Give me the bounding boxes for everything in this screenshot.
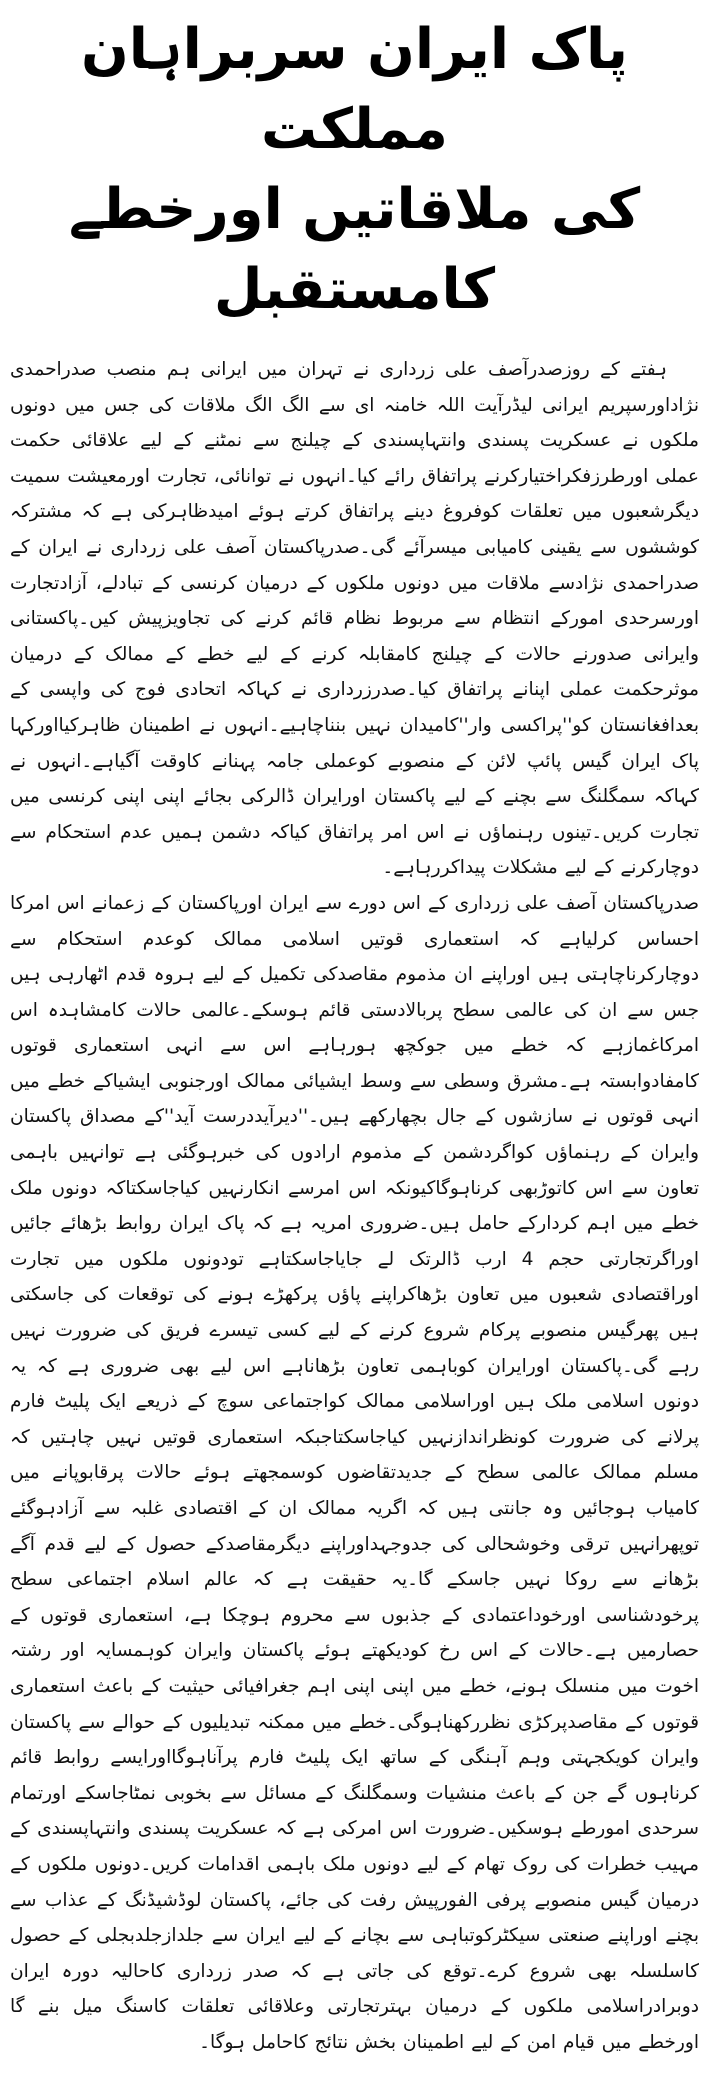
article-paragraph-2: صدرپاکستان آصف علی زرداری کے اس دورے سے ایران اورپاکستان کے زعمانے اس امرکا احساس کرلیاہے کہ استعماری قوتیں اسلامی ممالک کوعدم استحکام سے دوچارکرناچاہتی ہیں اوراپنے ان مذموم مقاصدکی تکمیل کے لیے ہروہ قدم اٹھارہی ہیں جس سے ان کی عالمی سطح پربالادستی قائم ہوسکے۔عالمی حالات کامشاہدہ اس امرکاغمازہے کہ خطے میں جوکچھ ہورہاہے اس سے انہی استعماری قوتوں کامفادوابستہ ہے۔مشرق وسطی سے وسط ایشیائی ممالک اورجنوبی ایشیاکے خطے میں انہی قوتوں نے سازشوں کے جال بچھارکھے ہیں۔''دیرآیددرست آید''کے مصداق پاکستان وایران کے رہنماؤں کواگردشمن کے مذموم ارادوں کی خبرہوگئی ہے توانہیں باہمی تعاون سے اس کاتوڑبھی کرناہوگاکیونکہ اس امرسے انکارنہیں کیاجاسکتاکہ دونوں ملک خطے میں اہم کردارکے حامل ہیں۔ضروری امریہ ہے کہ پاک ایران روابط بڑھائے جائیں اوراگرتجارتی حجم 4 ارب ڈالرتک لے جایاجاسکتاہے تودونوں ملکوں میں تجارت اوراقتصادی شعبوں میں تعاون بڑھاکراپنے پاؤں پرکھڑے ہونے کی توقعات کی جاسکتی ہیں پھرگیس منصوبے پرکام شروع کرنے کے لیے کسی تیسرے فریق کی ضرورت نہیں رہے گی۔پاکستان اورایران کوباہمی تعاون بڑھاناہے اس لیے بھی ضروری ہے کہ یہ دونوں اسلامی ملک ہیں اوراسلامی ممالک کواجتماعی سوچ کے ذریعے ایک پلیٹ فارم پرلانے کی ضرورت کونظراندازنہیں کیاجاسکتاجبکہ استعماری قوتیں نہیں چاہتیں کہ مسلم ممالک عالمی سطح کے جدیدتقاضوں کوسمجھتے ہوئے حالات پرقابوپانے میں کامیاب ہوجائیں وہ جانتی ہیں کہ اگریہ ممالک ان کے اقتصادی غلبہ سے آزادہوگئے توپھرانہیں ترقی وخوشحالی کی جدوجہداوراپنے دیگرمقاصدکے حصول کے لیے قدم آگے بڑھانے سے روکا نہیں جاسکے گا۔یہ حقیقت ہے کہ عالم اسلام اجتماعی سطح پرخودشناسی اورخوداعتمادی کے جذبوں سے محروم ہوچکا ہے، استعماری قوتوں کے حصارمیں ہے۔حالات کے اس رخ کودیکھتے ہوئے پاکستان وایران کوہمسایہ اور رشتہ اخوت میں منسلک ہونے، خطے میں اپنی اپنی اہم جغرافیائی حیثیت کے باعث استعماری قوتوں کے مقاصدپرکڑی نظررکھناہوگی۔خطے میں ممکنہ تبدیلیوں کے حوالے سے پاکستان وایران کویکجہتی وہم آہنگی کے ساتھ ایک پلیٹ فارم پرآناہوگااورایسے روابط قائم کرناہوں گے جن کے باعث منشیات وسمگلنگ کے مسائل سے بخوبی نمٹاجاسکے اورتمام سرحدی امورطے ہوسکیں۔ضرورت اس امرکی ہے کہ عسکریت پسندی وانتہاپسندی کے مہیب خطرات کی روک تھام کے لیے دونوں ملک باہمی اقدامات کریں۔دونوں ملکوں کے درمیان گیس منصوبے پرفی الفورپیش رفت کی جائے، پاکستان لوڈشیڈنگ کے عذاب سے بچنے اوراپنے صنعتی سیکٹرکوتباہی سے بچانے کے لیے ایران سے جلدازجلدبجلی کے حصول کاسلسلہ بھی شروع کرے۔توقع کی جاتی ہے کہ صدر زرداری کاحالیہ دورہ ایران دوبرادراسلامی ملکوں کے درمیان بہترتجارتی وعلاقائی تعلقات کاسنگ میل بنے گا اورخطے میں قیام امن کے لیے اطمینان بخش نتائج کاحامل ہوگا۔ [10,892,699,2053]
article-body [10,352,699,2061]
article-paragraph-1: ہفتے کے روزصدرآصف علی زرداری نے تہران میں ایرانی ہم منصب صدراحمدی نژاداورسپریم ایرانی لیڈرآیت اللہ خامنہ ای سے الگ الگ ملاقات کی جس میں دونوں ملکوں نے عسکریت پسندی وانتہاپسندی کے چیلنج سے نمٹنے کے لیے علاقائی حکمت عملی اورطرزفکراختیارکرنے پراتفاق رائے کیا۔انہوں نے توانائی، تجارت اورمعیشت سمیت دیگرشعبوں میں تعلقات کوفروغ دینے پراتفاق کرتے ہوئے امیدظاہرکی ہے کہ مشترکہ کوششوں سے یقینی کامیابی میسرآئے گی۔صدرپاکستان آصف علی زرداری نے ایران کے صدراحمدی نژادسے ملاقات میں دونوں ملکوں کے درمیان کرنسی کے تبادلے، آزادتجارت اورسرحدی امورکے انتظام سے مربوط نظام قائم کرنے کی تجاویزپیش کیں۔پاکستانی وایرانی صدورنے حالات کے چیلنج کامقابلہ کرنے کے لیے خطے کے ممالک کے درمیان موثرحکمت عملی اپنانے پراتفاق کیا۔صدرزرداری نے کہاکہ اتحادی فوج کی واپسی کے بعدافغانستان کو''پراکسی وار''کامیدان نہیں بنناچاہیے۔انہوں نے اطمینان ظاہرکیااورکہا پاک ایران گیس پائپ لائن کے منصوبے کوعملی جامہ پہنانے کاوقت آگیاہے۔انہوں نے کہاکہ سمگلنگ سے بچنے کے لیے پاکستان اورایران ڈالرکی بجائے اپنی اپنی کرنسی میں تجارت کریں۔تینوں رہنماؤں نے اس امر پراتفاق کیاکہ دشمن ہمیں عدم استحکام سے دوچارکرنے کے لیے مشکلات پیداکررہاہے۔ [10,359,699,879]
headline-line-2: کی ملاقاتیں اورخطے کامستقبل [68,177,641,322]
headline-line-1: پاک ایران سربراہان مملکت [80,17,629,162]
headline [10,10,699,330]
